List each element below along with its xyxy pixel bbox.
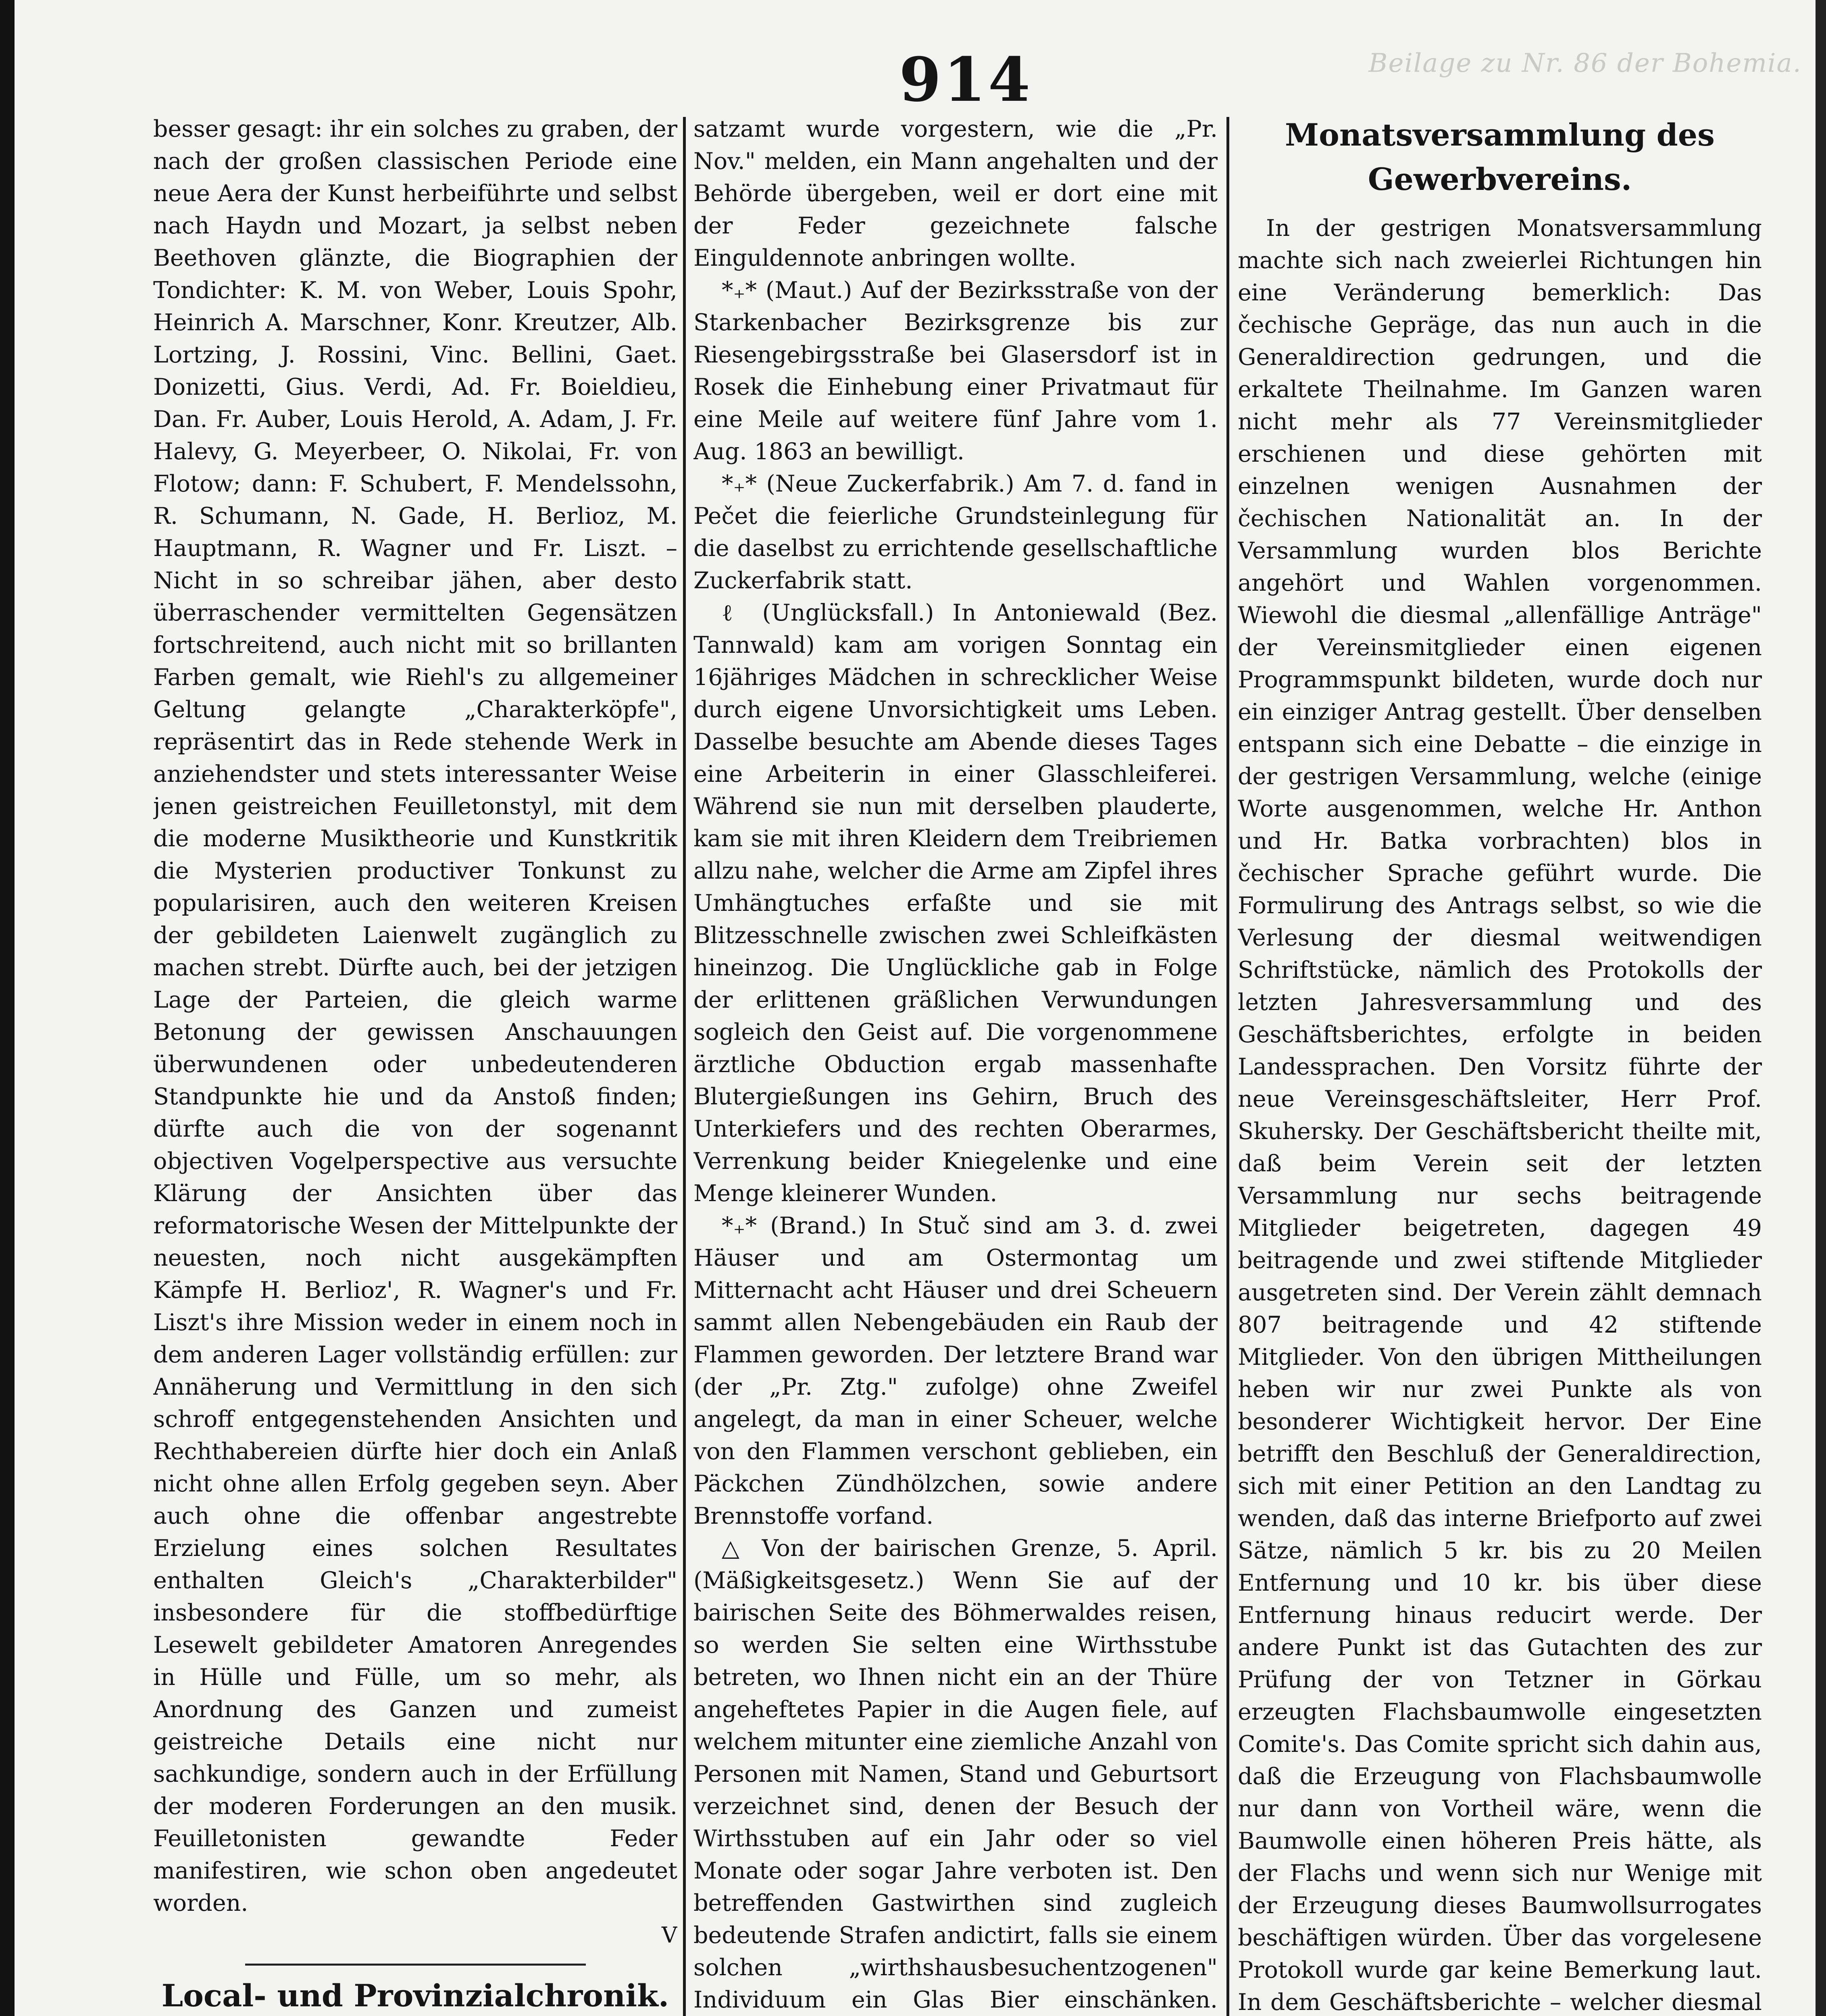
news-item: *₊* (Brand.) In Stuč sind am 3. d. zwei Häuser und am Ostermontag um Mitternacht acht Häuser und drei Scheuern sammt allen Nebengebäuden ein Raub der Flammen geworden. Der letztere Brand war (der „Pr. Ztg." zufolge) ohne Zweifel angelegt, da man in einer Scheuer, welche von den Flammen verschont geblieben, ein Päckchen Zündhölzchen, sowie andere Brennstoffe vorfand. xyxy=(693,1212,1218,1529)
news-item: *₊* (Neue Zuckerfabrik.) Am 7. d. fand in Pečet die feierliche Grundsteinlegung für die daselbst zu errichtende gesellschaftliche Zuckerfabrik statt. xyxy=(693,471,1218,594)
news-item: △ Von der bairischen Grenze, 5. April. (Mäßigkeitsgesetz.) Wenn Sie auf der bairischen Seite des Böhmerwaldes reisen, so werden Sie selten eine Wirthsstube betreten, wo Ihnen nicht ein an der Thüre angeheftetes Papier in die Augen fiele, auf welchem mitunter eine ziemliche Anzahl von Personen mit Namen, Stand und Geburtsort verzeichnet sind, denen der Besuch der Wirthsstuben auf ein Jahr oder so viel Monate oder sogar Jahre verboten ist. Den betreffenden Gastwirthen sind zugleich bedeutende Strafen andictirt, falls sie einem solchen „wirthshausbesuchentzogenen" Individuum ein Glas Bier einschänken. xyxy=(693,1535,1218,2013)
local-chronicle-heading: Local- und Provinzialchronik. xyxy=(161,1978,669,2014)
column-rule-1 xyxy=(683,117,686,2016)
trade-association-heading: Monatsversammlung des Gewerbvereins. xyxy=(1285,117,1715,197)
news-item: ℓ (Unglücksfall.) In Antoniewald (Bez. Tannwald) kam am vorigen Sonntag ein 16jähriges Mädchen in schrecklicher Weise durch eigene Unvorsichtigkeit ums Leben. Dasselbe besuchte am Abende dieses Tages eine Arbeiterin in einer Glasschleiferei. Während sie nun mit derselben plauderte, kam sie mit ihren Kleidern dem Treibriemen allzu nahe, welcher die Arme am Zipfel ihres Umhängtuches erfaßte und sie mit Blitzesschnelle zwischen zwei Schleifkästen hineinzog. Die Unglückliche gab in Folge der erlittenen gräßlichen Verwundungen sogleich den Geist auf. Die vorgenommene ärztliche Obduction ergab massenhafte Blutergießungen ins Gehirn, Bruch des Unterkiefers und des rechten Oberarmes, Verrenkung beider Kniegelenke und eine Menge kleinerer Wunden. xyxy=(693,600,1218,1207)
meeting-report: In der gestrigen Monatsversammlung machte sich nach zweierlei Richtungen hin eine Veränderung bemerklich: Das čechische Gepräge, das nun auch in die Generaldirection gedrungen, und die erkaltete Theilnahme. Im Ganzen waren nicht mehr als 77 Vereinsmitglieder erschienen und diese gehörten mit einzelnen wenigen Ausnahmen der čechischen Nationalität an. In der Versammlung wurden blos Berichte angehört und Wahlen vorgenommen. Wiewohl die diesmal „allenfällige Anträge" der Vereinsmitglieder einen eigenen Programmspunkt bildeten, wurde doch nur ein einziger Antrag gestellt. Über denselben entspann sich eine Debatte – die einzige in der gestrigen Versammlung, welche (einige Worte ausgenommen, welche Hr. Anthon und Hr. Batka vorbrachten) blos in čechischer Sprache geführt wurde. Die Formulirung des Antrags selbst, so wie die Verlesung der diesmal weitwendigen Schriftstücke, nämlich des Protokolls der letzten Jahresversammlung und des Geschäftsberichtes, erfolgte in beiden Landessprachen. Den Vorsitz führte der neue Vereinsgeschäftsleiter, Herr Prof. Skuhersky. Der Geschäftsbericht theilte mit, daß beim Verein seit der letzten Versammlung nur sechs beitragende Mitglieder beigetreten, dagegen 49 beitragende und zwei stiftende Mitglieder ausgetreten sind. Der Verein zählt demnach 807 beitragende und 42 stiftende Mitglieder. Von den übrigen Mittheilungen heben wir nur zwei Punkte als von besonderer Wichtigkeit hervor. Der Eine betrifft den Beschluß der Generaldirection, sich mit einer Petition an den Landtag zu wenden, daß das interne Briefporto auf zwei Sätze, nämlich 5 kr. bis zu 20 Meilen Entfernung und 10 kr. bis über diese Entfernung hinaus reducirt werde. Der andere Punkt ist das Gutachten des zur Prüfung der von Tetzner in Görkau erzeugten Flachsbaumwolle eingesetzten Comite's. Das Comite spricht sich dahin aus, daß die Erzeugung von Flachsbaumwolle nur dann von Vortheil wäre, wenn die Baumwolle einen höheren Preis hätte, als der Flachs und wenn sich nur Wenige mit der Erzeugung dieses Baumwollsurrogates beschäftigen würden. Über das vorgelesene Protokoll wurde gar keine Bemerkung laut. In dem Geschäftsberichte – welcher diesmal xyxy=(1238,215,1762,2016)
news-item: *₊* (Maut.) Auf der Bezirksstraße von der Starkenbacher Bezirksgrenze bis zur Riesengebirgsstraße bei Glasersdorf ist in Rosek die Einhebung einer Privatmaut für eine Meile auf weitere fünf Jahre vom 1. Aug. 1863 an bewilligt. xyxy=(693,277,1218,465)
review-signature: V xyxy=(662,1922,677,1948)
scan-border-right xyxy=(1816,0,1826,2016)
column-2 xyxy=(693,113,1218,2016)
review-paragraph: besser gesagt: ihr ein solches zu graben, der nach der großen classischen Periode eine neue Aera der Kunst herbeiführte und selbst nach Haydn und Mozart, ja selbst neben Beethoven glänzte, die Biographien der Tondichter: K. M. von Weber, Louis Spohr, Heinrich A. Marschner, Konr. Kreutzer, Alb. Lortzing, J. Rossini, Vinc. Bellini, Gaet. Donizetti, Gius. Verdi, Ad. Fr. Boieldieu, Dan. Fr. Auber, Louis Herold, A. Adam, J. Fr. Halevy, G. Meyerbeer, O. Nikolai, Fr. von Flotow; dann: F. Schubert, F. Mendelssohn, R. Schumann, N. Gade, H. Berlioz, M. Hauptmann, R. Wagner und Fr. Liszt. – Nicht in so schreibar jähen, aber desto überraschender vermittelten Gegensätzen fortschreitend, auch nicht mit so brillanten Farben gemalt, wie Riehl's zu allgemeiner Geltung gelangte „Charakterköpfe", repräsentirt das in Rede stehende Werk in anziehendster und stets interessanter Weise jenen geistreichen Feuilletonstyl, mit dem die moderne Musiktheorie und Kunstkritik die Mysterien productiver Tonkunst zu popularisiren, auch den weiteren Kreisen der gebildeten Laienwelt zugänglich zu machen strebt. Dürfte auch, bei der jetzigen Lage der Parteien, die gleich warme Betonung der gewissen Anschauungen überwundenen oder unbedeutenderen Standpunkte hie und da Anstoß finden; dürfte auch die von der sogenannt objectiven Vogelperspective aus versuchte Klärung der Ansichten über das reformatorische Wesen der Mittelpunkte der neuesten, noch nicht ausgekämpften Kämpfe H. Berlioz', R. Wagner's und Fr. Liszt's ihre Mission weder in einem noch in dem anderen Lager vollständig erfüllen: zur Annäherung und Vermittlung in den sich schroff entgegenstehenden Ansichten und Rechthabereien dürfte hier doch ein Anlaß nicht ohne allen Erfolg gegeben seyn. Aber auch ohne die offenbar angestrebte Erzielung eines solchen Resultates enthalten Gleich's „Charakterbilder" insbesondere für die stoffbedürftige Lesewelt gebildeter Amatoren Anregendes in Hülle und Fülle, um so mehr, als Anordnung des Ganzen und zumeist geistreiche Details eine nicht nur sachkundige, sondern auch in der Erfüllung der moderen Forderungen an den musik. Feuilletonisten gewandte Feder manifestiren, wie schon oben angedeutet worden. xyxy=(153,116,677,1916)
column-rule-2 xyxy=(1226,117,1229,2016)
news-item: satzamt wurde vorgestern, wie die „Pr. Nov." melden, ein Mann angehalten und der Behörde übergeben, weil er dort eine mit der Feder gezeichnete falsche Einguldennote anbringen wollte. xyxy=(693,116,1218,271)
bleed-through-header: Beilage zu Nr. 86 der Bohemia. xyxy=(1368,48,1802,78)
page-number: 914 xyxy=(899,44,1033,115)
column-3 xyxy=(1238,113,1762,2016)
scan-border-left xyxy=(0,0,15,2016)
section-divider xyxy=(245,1964,586,1966)
column-1 xyxy=(153,113,677,2016)
